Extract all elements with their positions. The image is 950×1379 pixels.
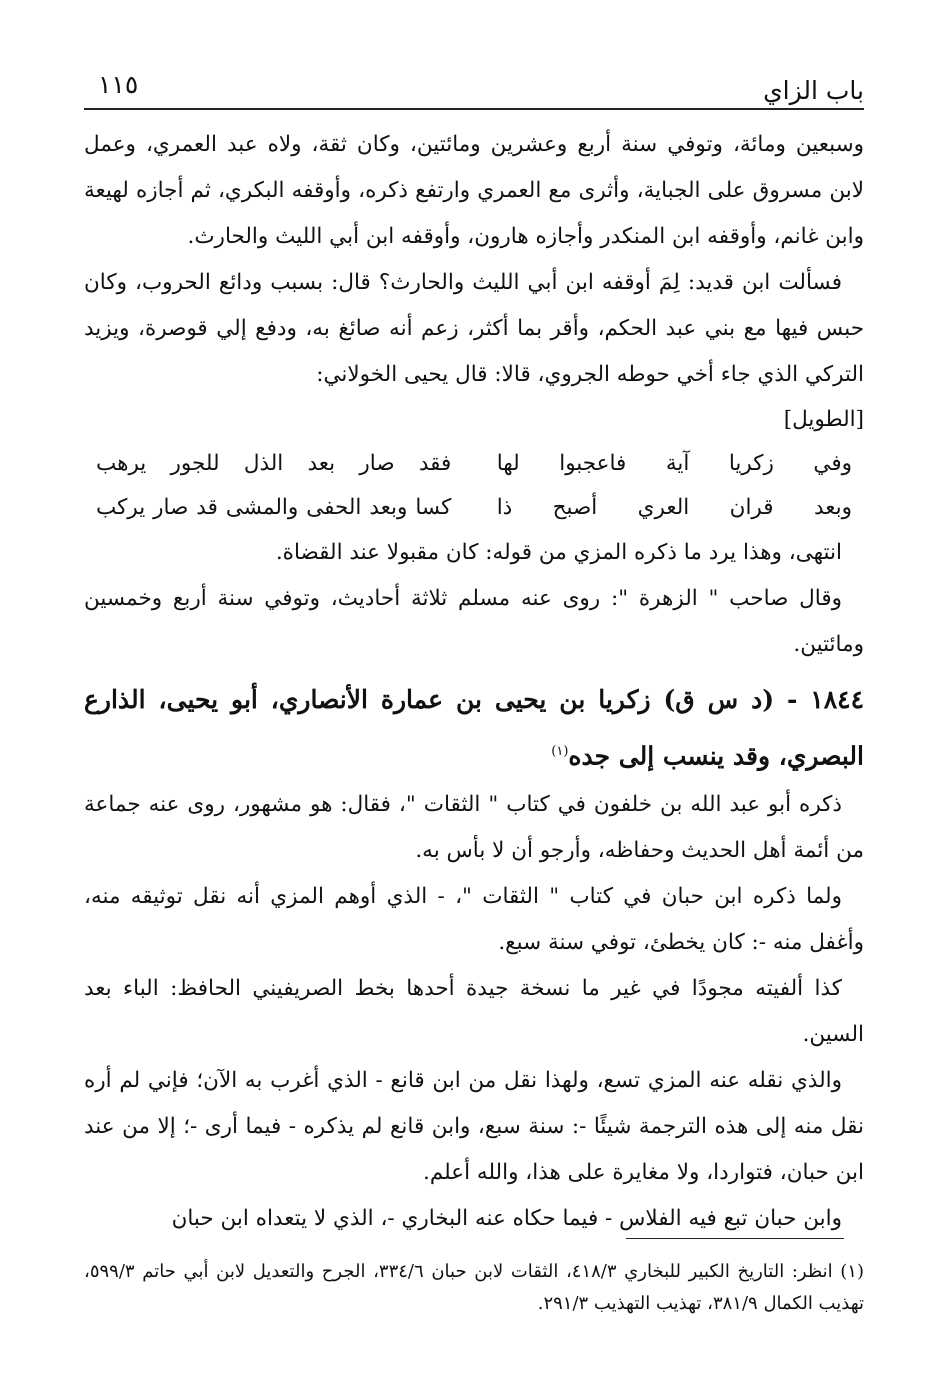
verse-second-hemistich: كسا وبعد الحفى والمشى قد صار يركب: [96, 495, 452, 520]
page-number: ١١٥: [98, 70, 139, 99]
paragraph: كذا ألفيته مجودًا في غير ما نسخة جيدة أحدها بخط الصريفيني الحافظ: الباء بعد السين.: [84, 976, 864, 1048]
paragraph: ولما ذكره ابن حبان في كتاب " الثقات "، - الذي أوهم المزي أنه نقل توثيقه منه، وأغفل منه -: كان يخطئ، توفي سنة سبع.: [84, 884, 864, 956]
paragraph: وابن حبان تبع فيه الفلاس - فيما حكاه عنه البخاري -، الذي لا يتعداه ابن حبان: [171, 1206, 842, 1232]
verse-first-hemistich: وبعد قران العري أصبح ذا: [496, 495, 852, 520]
verse-first-hemistich: وفي زكريا آية فاعجبوا لها: [496, 451, 852, 476]
footnote-ref: (١): [551, 744, 569, 759]
entry-heading-text: ١٨٤٤ - (د س ق) زكريا بن يحيى بن عمارة الأنصاري، أبو يحيى، الذارع البصري، وقد ينسب إلى جده: [84, 685, 864, 771]
paragraph: انتهى، وهذا يرد ما ذكره المزي من قوله: كان مقبولا عند القضاة.: [275, 540, 842, 565]
poem-verse: [96, 486, 852, 530]
poem: [84, 442, 864, 530]
footnote-divider: [626, 1238, 844, 1239]
entry-heading: [84, 674, 864, 782]
verse-second-hemistich: فقد صار بعد الذل للجور يرهب: [96, 451, 452, 476]
footnote: (١) انظر: التاريخ الكبير للبخاري ٤١٨/٣، الثقات لابن حبان ٣٣٤/٦، الجرح والتعديل لابن أبي حاتم ٥٩٩/٣، تهذيب الكمال ٣٨١/٩، تهذيب التهذيب ٢٩١/٣.: [84, 1261, 864, 1314]
chapter-title: باب الزاي: [763, 76, 864, 105]
poem-verse: [96, 442, 852, 486]
paragraph: ذكره أبو عبد الله بن خلفون في كتاب " الثقات "، فقال: هو مشهور، روى عنه جماعة من أئمة أهل الحديث وحفاظه، وأرجو أن لا بأس به.: [84, 792, 864, 864]
header-rule: [84, 108, 864, 110]
paragraph: والذي نقله عنه المزي تسع، ولهذا نقل من ابن قانع - الذي أغرب به الآن؛ فإني لم أره نقل منه إلى هذه الترجمة شيئًا -: سنة سبع، وابن قانع لم يذكره - فيما أرى -؛ إلا من عند ابن حبان، فتواردا، ولا مغايرة على هذا، والله أعلم.: [84, 1068, 864, 1186]
page-header: [84, 58, 864, 110]
page-body: [84, 122, 864, 1242]
paragraph: فسألت ابن قديد: لِمَ أوقفه ابن أبي الليث والحارث؟ قال: بسبب ودائع الحروب، وكان حبس فيها مع بني عبد الحكم، وأقر بما أكثر، زعم أنه صائغ به، ودفع إلي قوصرة، ويزيد التركي الذي جاء أخي حوطه الجروي، قالا: قال يحيى الخولاني:: [84, 270, 864, 387]
paragraph: وسبعين ومائة، وتوفي سنة أربع وعشرين ومائتين، وكان ثقة، ولاه عبد العمري، وعمل لابن مسروق على الجباية، وأثرى مع العمري وارتفع ذكره، وأوقفه البكري، ثم أجازه لهيعة وابن غانم، وأوقفه ابن المنكدر وأجازه هارون، وأوقفه ابن أبي الليث والحارث.: [84, 132, 864, 249]
paragraph: وقال صاحب " الزهرة ": روى عنه مسلم ثلاثة أحاديث، وتوفي سنة أربع وخمسين ومائتين.: [84, 586, 864, 657]
poem-meter: [الطويل]: [783, 407, 864, 432]
